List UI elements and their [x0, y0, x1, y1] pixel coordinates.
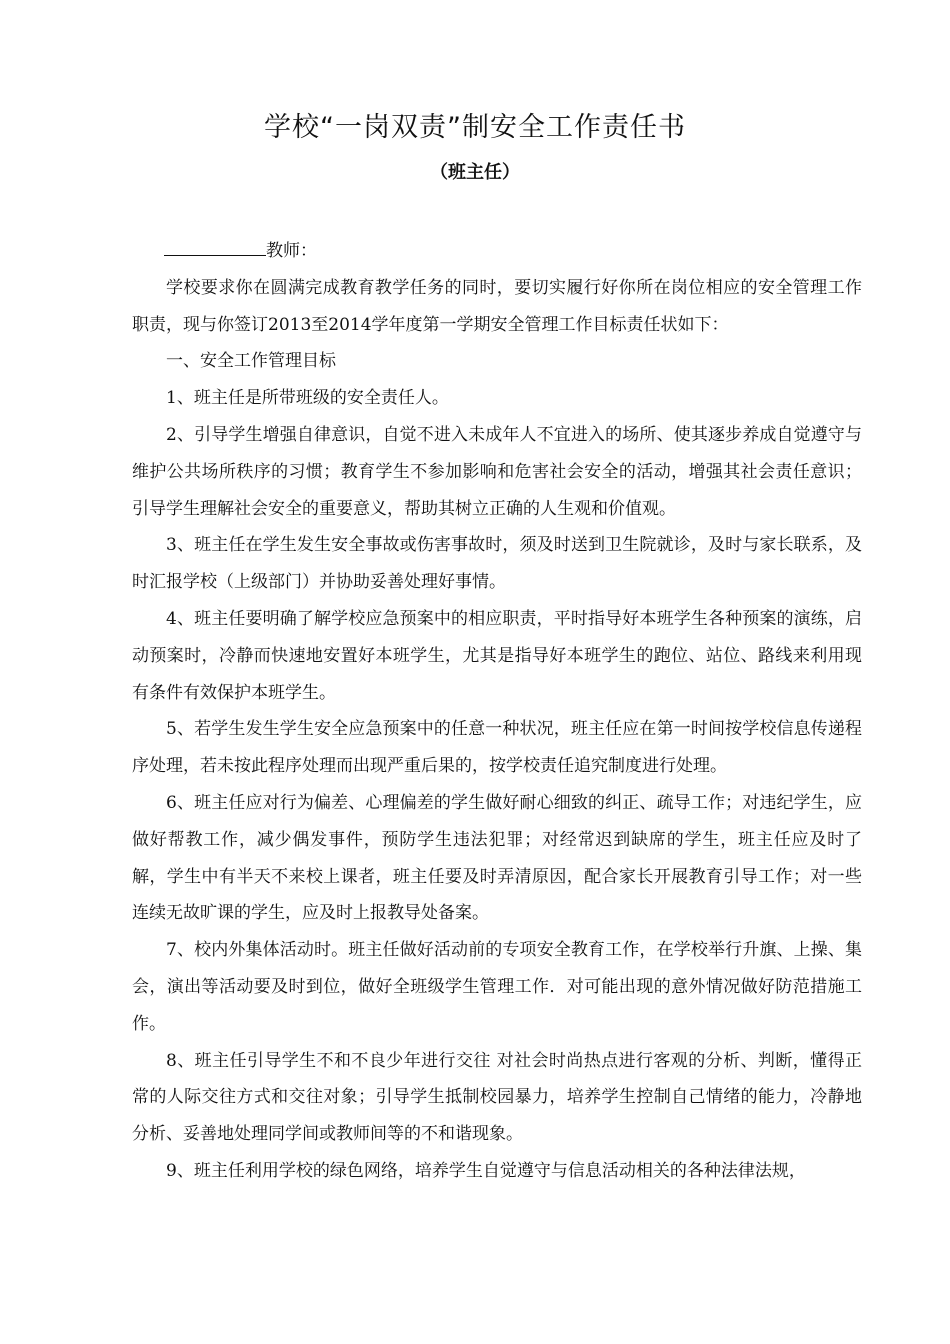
paragraph-item-5: 5、若学生发生学生安全应急预案中的任意一种状况，班主任应在第一时间按学校信息传递程序处理，若未按此程序处理而出现严重后果的，按学校责任追究制度进行处理。 — [132, 719, 862, 777]
paragraph-intro: 学校要求你在圆满完成教育教学任务的同时，要切实履行好你所在岗位相应的安全管理工作职责，现与你签订2013至2014学年度第一学期安全管理工作目标责任状如下： — [132, 277, 862, 335]
section-heading-1: 一、安全工作管理目标 — [166, 351, 336, 372]
paragraph-item-7: 7、校内外集体活动时。班主任做好活动前的专项安全教育工作，在学校举行升旗、上操、集会，演出等活动要及时到位，做好全班级学生管理工作．对可能出现的意外情况做好防范措施工作。 — [132, 940, 862, 1034]
paragraph-item-1: 1、班主任是所带班级的安全责任人。 — [166, 388, 449, 409]
document-body — [132, 233, 862, 1190]
salutation-text: 教师： — [266, 241, 317, 261]
name-blank-line — [164, 233, 266, 256]
paragraph-item-9: 9、班主任利用学校的绿色网络，培养学生自觉遵守与信息活动相关的各种法律法规， — [166, 1160, 806, 1181]
paragraph-item-3: 3、班主任在学生发生安全事故或伤害事故时，须及时送到卫生院就诊，及时与家长联系，及时汇报学校（上级部门）并协助妥善处理好事情。 — [132, 535, 862, 593]
paragraph-item-8: 8、班主任引导学生不和不良少年进行交往 对社会时尚热点进行客观的分析、判断，懂得正常的人际交往方式和交往对象；引导学生抵制校园暴力，培养学生控制自己情绪的能力，冷静地分析、妥善地处理同学间或教师间等的不和谐现象。 — [132, 1050, 862, 1145]
document-title: 学校“一岗双责”制安全工作责任书 — [264, 112, 686, 143]
paragraph-item-2: 2、引导学生增强自律意识，自觉不进入未成年人不宜进入的场所、使其逐步养成自觉遵守与维护公共场所秩序的习惯；教育学生不参加影响和危害社会安全的活动，增强其社会责任意识；引导学生理解社会安全的重要意义，帮助其树立正确的人生观和价值观。 — [132, 424, 862, 519]
document-subtitle: （班主任） — [430, 162, 520, 183]
paragraph-item-6: 6、班主任应对行为偏差、心理偏差的学生做好耐心细致的纠正、疏导工作；对违纪学生，应做好帮教工作，减少偶发事件，预防学生违法犯罪；对经常迟到缺席的学生，班主任应及时了解，学生中有半天不来校上课者，班主任要及时弄清原因，配合家长开展教育引导工作；对一些连续无故旷课的学生，应及时上报教导处备案。 — [132, 792, 862, 924]
paragraph-item-4: 4、班主任要明确了解学校应急预案中的相应职责，平时指导好本班学生各种预案的演练，启动预案时，冷静而快速地安置好本班学生，尤其是指导好本班学生的跑位、站位、路线来利用现有条件有效保护本班学生。 — [132, 608, 862, 703]
salutation-line — [132, 233, 862, 270]
